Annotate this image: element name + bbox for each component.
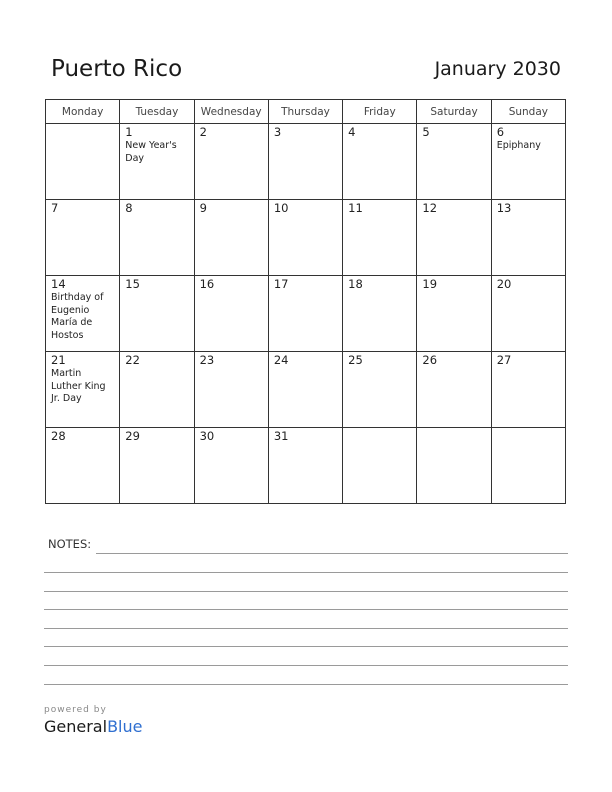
day-number: 22	[125, 353, 140, 367]
day-number: 21	[51, 353, 66, 367]
day-number: 4	[348, 125, 356, 139]
day-number: 6	[496, 125, 505, 139]
brand-general: General	[44, 717, 108, 736]
day-number: 17	[273, 277, 289, 291]
note-line	[44, 646, 568, 647]
day-cell	[491, 428, 565, 504]
month-year-label: January 2030	[434, 58, 561, 80]
note-line	[44, 684, 568, 685]
day-number: 24	[273, 353, 289, 367]
day-cell	[46, 124, 120, 200]
day-cell	[268, 428, 342, 504]
day-cell	[343, 276, 417, 352]
weekday-header: Wednesday	[194, 100, 268, 124]
holiday-label: New Year's Day	[125, 140, 177, 164]
calendar-body	[46, 124, 566, 504]
day-number: 5	[422, 125, 430, 139]
day-cell	[491, 200, 565, 276]
day-cell	[417, 200, 491, 276]
day-number: 13	[496, 201, 512, 215]
day-cell	[120, 276, 194, 352]
weekday-header: Thursday	[268, 100, 342, 124]
day-cell	[417, 276, 491, 352]
day-number: 29	[125, 429, 140, 443]
day-cell	[194, 124, 268, 200]
calendar-grid	[45, 99, 566, 504]
calendar-week-row	[46, 428, 566, 504]
day-cell	[268, 124, 342, 200]
day-number: 23	[199, 353, 215, 367]
day-number: 25	[348, 353, 363, 367]
day-cell	[491, 276, 565, 352]
day-number: 10	[273, 201, 289, 215]
day-cell	[194, 352, 268, 428]
day-cell	[343, 428, 417, 504]
day-cell	[417, 428, 491, 504]
day-cell	[194, 200, 268, 276]
day-number: 27	[496, 353, 512, 367]
day-number: 20	[496, 277, 512, 291]
day-cell	[268, 276, 342, 352]
day-number: 9	[199, 201, 207, 215]
day-number: 12	[422, 201, 438, 215]
brand-logo	[44, 717, 142, 737]
powered-by-text: powered by	[44, 705, 107, 715]
day-number: 2	[199, 125, 207, 139]
note-line	[44, 591, 568, 592]
note-line	[44, 572, 568, 573]
day-number: 18	[348, 277, 363, 291]
weekday-header: Friday	[343, 100, 417, 124]
day-cell	[194, 276, 268, 352]
day-number: 28	[51, 429, 66, 443]
weekday-header: Sunday	[491, 100, 565, 124]
day-cell	[46, 428, 120, 504]
day-number: 16	[199, 277, 215, 291]
day-cell	[194, 428, 268, 504]
day-cell	[491, 124, 565, 200]
weekday-header: Tuesday	[120, 100, 194, 124]
day-number: 19	[422, 277, 438, 291]
holiday-label: Epiphany	[496, 140, 541, 151]
note-line	[44, 609, 568, 610]
day-cell	[343, 352, 417, 428]
calendar-week-row	[46, 124, 566, 200]
day-cell	[343, 200, 417, 276]
day-number: 15	[125, 277, 140, 291]
day-cell	[120, 200, 194, 276]
note-line	[96, 553, 568, 554]
day-number: 14	[51, 277, 66, 291]
calendar-week-row	[46, 276, 566, 352]
day-cell	[268, 352, 342, 428]
day-cell	[46, 276, 120, 352]
day-cell	[268, 200, 342, 276]
weekday-header: Monday	[46, 100, 120, 124]
day-cell	[491, 352, 565, 428]
notes-label: NOTES:	[48, 537, 92, 551]
day-number: 7	[51, 201, 59, 215]
day-number: 26	[422, 353, 438, 367]
day-cell	[120, 352, 194, 428]
day-number: 3	[273, 125, 282, 139]
day-cell	[417, 124, 491, 200]
day-number: 30	[199, 429, 215, 443]
day-number: 8	[125, 201, 133, 215]
page-title: Puerto Rico	[51, 56, 183, 82]
calendar-week-row	[46, 352, 566, 428]
day-number: 1	[125, 125, 133, 139]
day-cell	[120, 124, 194, 200]
footer-branding	[44, 705, 142, 737]
note-line	[44, 628, 568, 629]
day-cell	[343, 124, 417, 200]
holiday-label: Birthday of Eugenio María de Hostos	[51, 292, 104, 341]
weekday-header-row	[46, 100, 566, 124]
day-number: 31	[273, 429, 289, 443]
calendar-week-row	[46, 200, 566, 276]
weekday-header: Saturday	[417, 100, 491, 124]
day-cell	[417, 352, 491, 428]
day-number: 11	[348, 201, 363, 215]
holiday-label: Martin Luther King Jr. Day	[51, 368, 106, 404]
day-cell	[46, 352, 120, 428]
brand-blue: Blue	[107, 717, 143, 736]
note-line	[44, 665, 568, 666]
day-cell	[46, 200, 120, 276]
day-cell	[120, 428, 194, 504]
